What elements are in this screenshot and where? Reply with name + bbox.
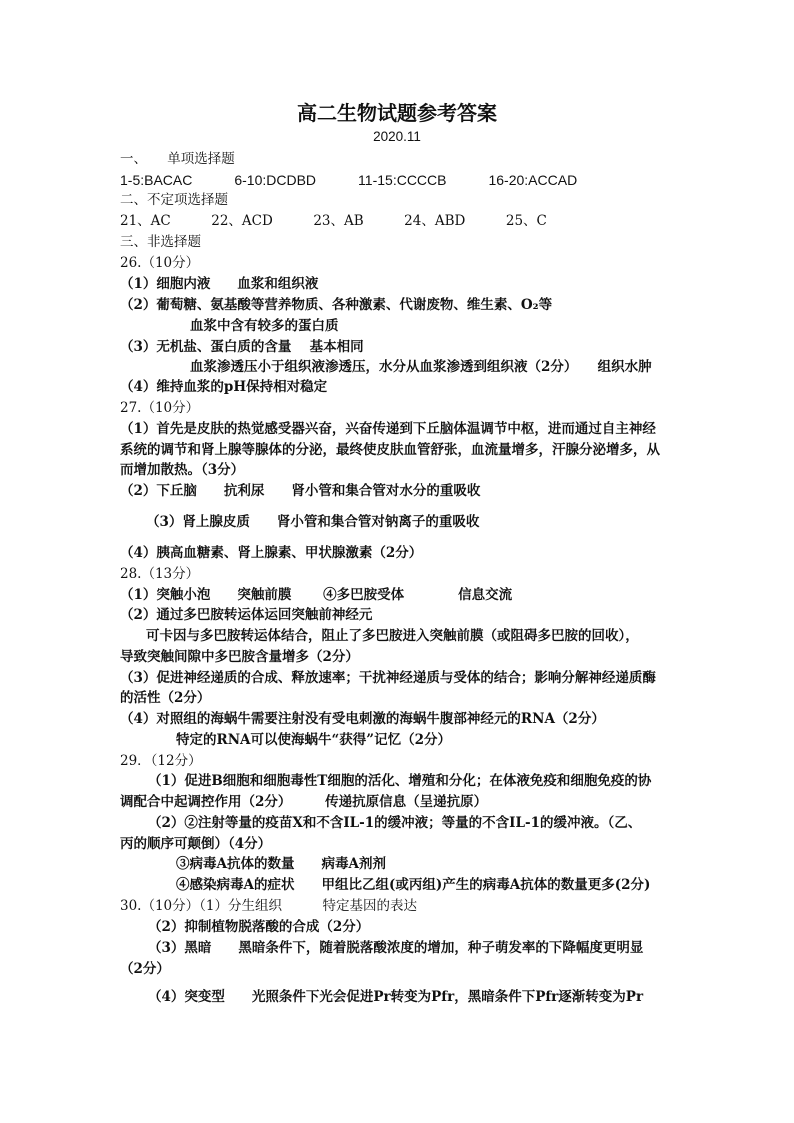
q26-answer-2b: 血浆中含有较多的蛋白质 — [190, 318, 339, 334]
question-30-heading: 30.（10分）（1）分生组织 特定基因的表达 — [120, 898, 417, 914]
q26-answer-1: （1）细胞内液 血浆和组织液 — [120, 276, 319, 292]
q30-answer-4: （4）突变型 光照条件下光会促进Pr转变为Pfr，黑暗条件下Pfr逐渐转变为Pr — [148, 989, 644, 1005]
answers-1-20: 1-5:BACAC 6-10:DCDBD 11-15:CCCCB 16-20:ACCAD — [120, 172, 578, 188]
answers-21-25: 21、AC 22、ACD 23、AB 24、ABD 25、C — [120, 213, 547, 229]
q29-answer-2-line1: （2）②注射等量的疫苗X和不含IL-1的缓冲液；等量的不含IL-1的缓冲液。（乙、 — [148, 815, 642, 831]
q28-answer-1: （1）突触小泡 突触前膜 ④多巴胺受体 信息交流 — [120, 587, 513, 603]
q28-answer-4: （4）对照组的海蜗牛需要注射没有受电刺激的海蜗牛腹部神经元的RNA（2分） — [120, 711, 605, 727]
q29-answer-1-line1: （1）促进B细胞和细胞毒性T细胞的活化、增殖和分化；在体液免疫和细胞免疫的协 — [148, 773, 652, 789]
q26-answer-3b: 血浆渗透压小于组织液渗透压，水分从血浆渗透到组织液（2分） 组织水肿 — [190, 359, 652, 375]
section-heading-non-choice: 三、非选择题 — [120, 234, 201, 250]
q30-answer-2: （2）抑制植物脱落酸的合成（2分） — [148, 919, 370, 935]
q27-answer-2: （2）下丘脑 抗利尿 肾小管和集合管对水分的重吸收 — [120, 483, 481, 499]
q28-answer-2: （2）通过多巴胺转运体运回突触前神经元 — [120, 607, 373, 623]
question-29-heading: 29．（12分） — [120, 753, 202, 769]
q28-answer-3-line2: 的活性（2分） — [120, 690, 211, 706]
q29-answer-2-line2: 丙的顺序可颠倒）（4分） — [120, 836, 272, 852]
q27-answer-3: （3）肾上腺皮质 肾小管和集合管对钠离子的重吸收 — [146, 514, 480, 530]
q26-answer-4: （4）维持血浆的pH保持相对稳定 — [120, 379, 328, 395]
question-27-heading: 27.（10分） — [120, 400, 200, 416]
q29-answer-2-step3: ③病毒A抗体的数量 病毒A剂剂 — [176, 856, 386, 872]
q27-answer-1-line3: 而增加散热。（3分） — [120, 462, 245, 478]
section-heading-single-choice: 一、 单项选择题 — [120, 151, 235, 167]
document-date: 2020.11 — [373, 129, 421, 144]
q26-answer-3: （3）无机盐、蛋白质的含量 基本相同 — [120, 339, 364, 355]
q29-answer-1-line2: 调配合中起调控作用（2分） 传递抗原信息（呈递抗原） — [120, 794, 488, 810]
q27-answer-1-line1: （1）首先是皮肤的热觉感受器兴奋，兴奋传递到下丘脑体温调节中枢，进而通过自主神经 — [120, 421, 656, 437]
q26-answer-2: （2）葡萄糖、氨基酸等营养物质、各种激素、代谢废物、维生素、O₂等 — [120, 297, 553, 313]
q29-answer-2-step4: ④感染病毒A的症状 甲组比乙组(或丙组)产生的病毒A抗体的数量更多(2分) — [176, 877, 651, 893]
question-26-heading: 26.（10分） — [120, 255, 200, 271]
page-title: 高二生物试题参考答案 — [297, 101, 497, 125]
q27-answer-1-line2: 系统的调节和肾上腺等腺体的分泌，最终使皮肤血管舒张，血流量增多，汗腺分泌增多，从 — [120, 442, 660, 458]
question-28-heading: 28.（13分） — [120, 566, 200, 582]
q30-answer-3-line1: （3）黑暗 黑暗条件下，随着脱落酸浓度的增加，种子萌发率的下降幅度更明显 — [148, 940, 644, 956]
section-heading-multiple-choice: 二、不定项选择题 — [120, 192, 228, 208]
q28-answer-2b-line1: 可卡因与多巴胺转运体结合，阻止了多巴胺进入突触前膜（或阻碍多巴胺的回收）， — [146, 628, 639, 644]
q28-answer-3-line1: （3）促进神经递质的合成、释放速率；干扰神经递质与受体的结合；影响分解神经递质酶 — [120, 670, 656, 686]
q27-answer-4: （4）胰高血糖素、肾上腺素、甲状腺激素（2分） — [120, 545, 423, 561]
q28-answer-4b: 特定的RNA可以使海蜗牛“获得”记忆（2分） — [176, 732, 451, 748]
q28-answer-2b-line2: 导致突触间隙中多巴胺含量增多（2分） — [120, 649, 359, 665]
q30-answer-3-line2: （2分） — [120, 961, 170, 977]
